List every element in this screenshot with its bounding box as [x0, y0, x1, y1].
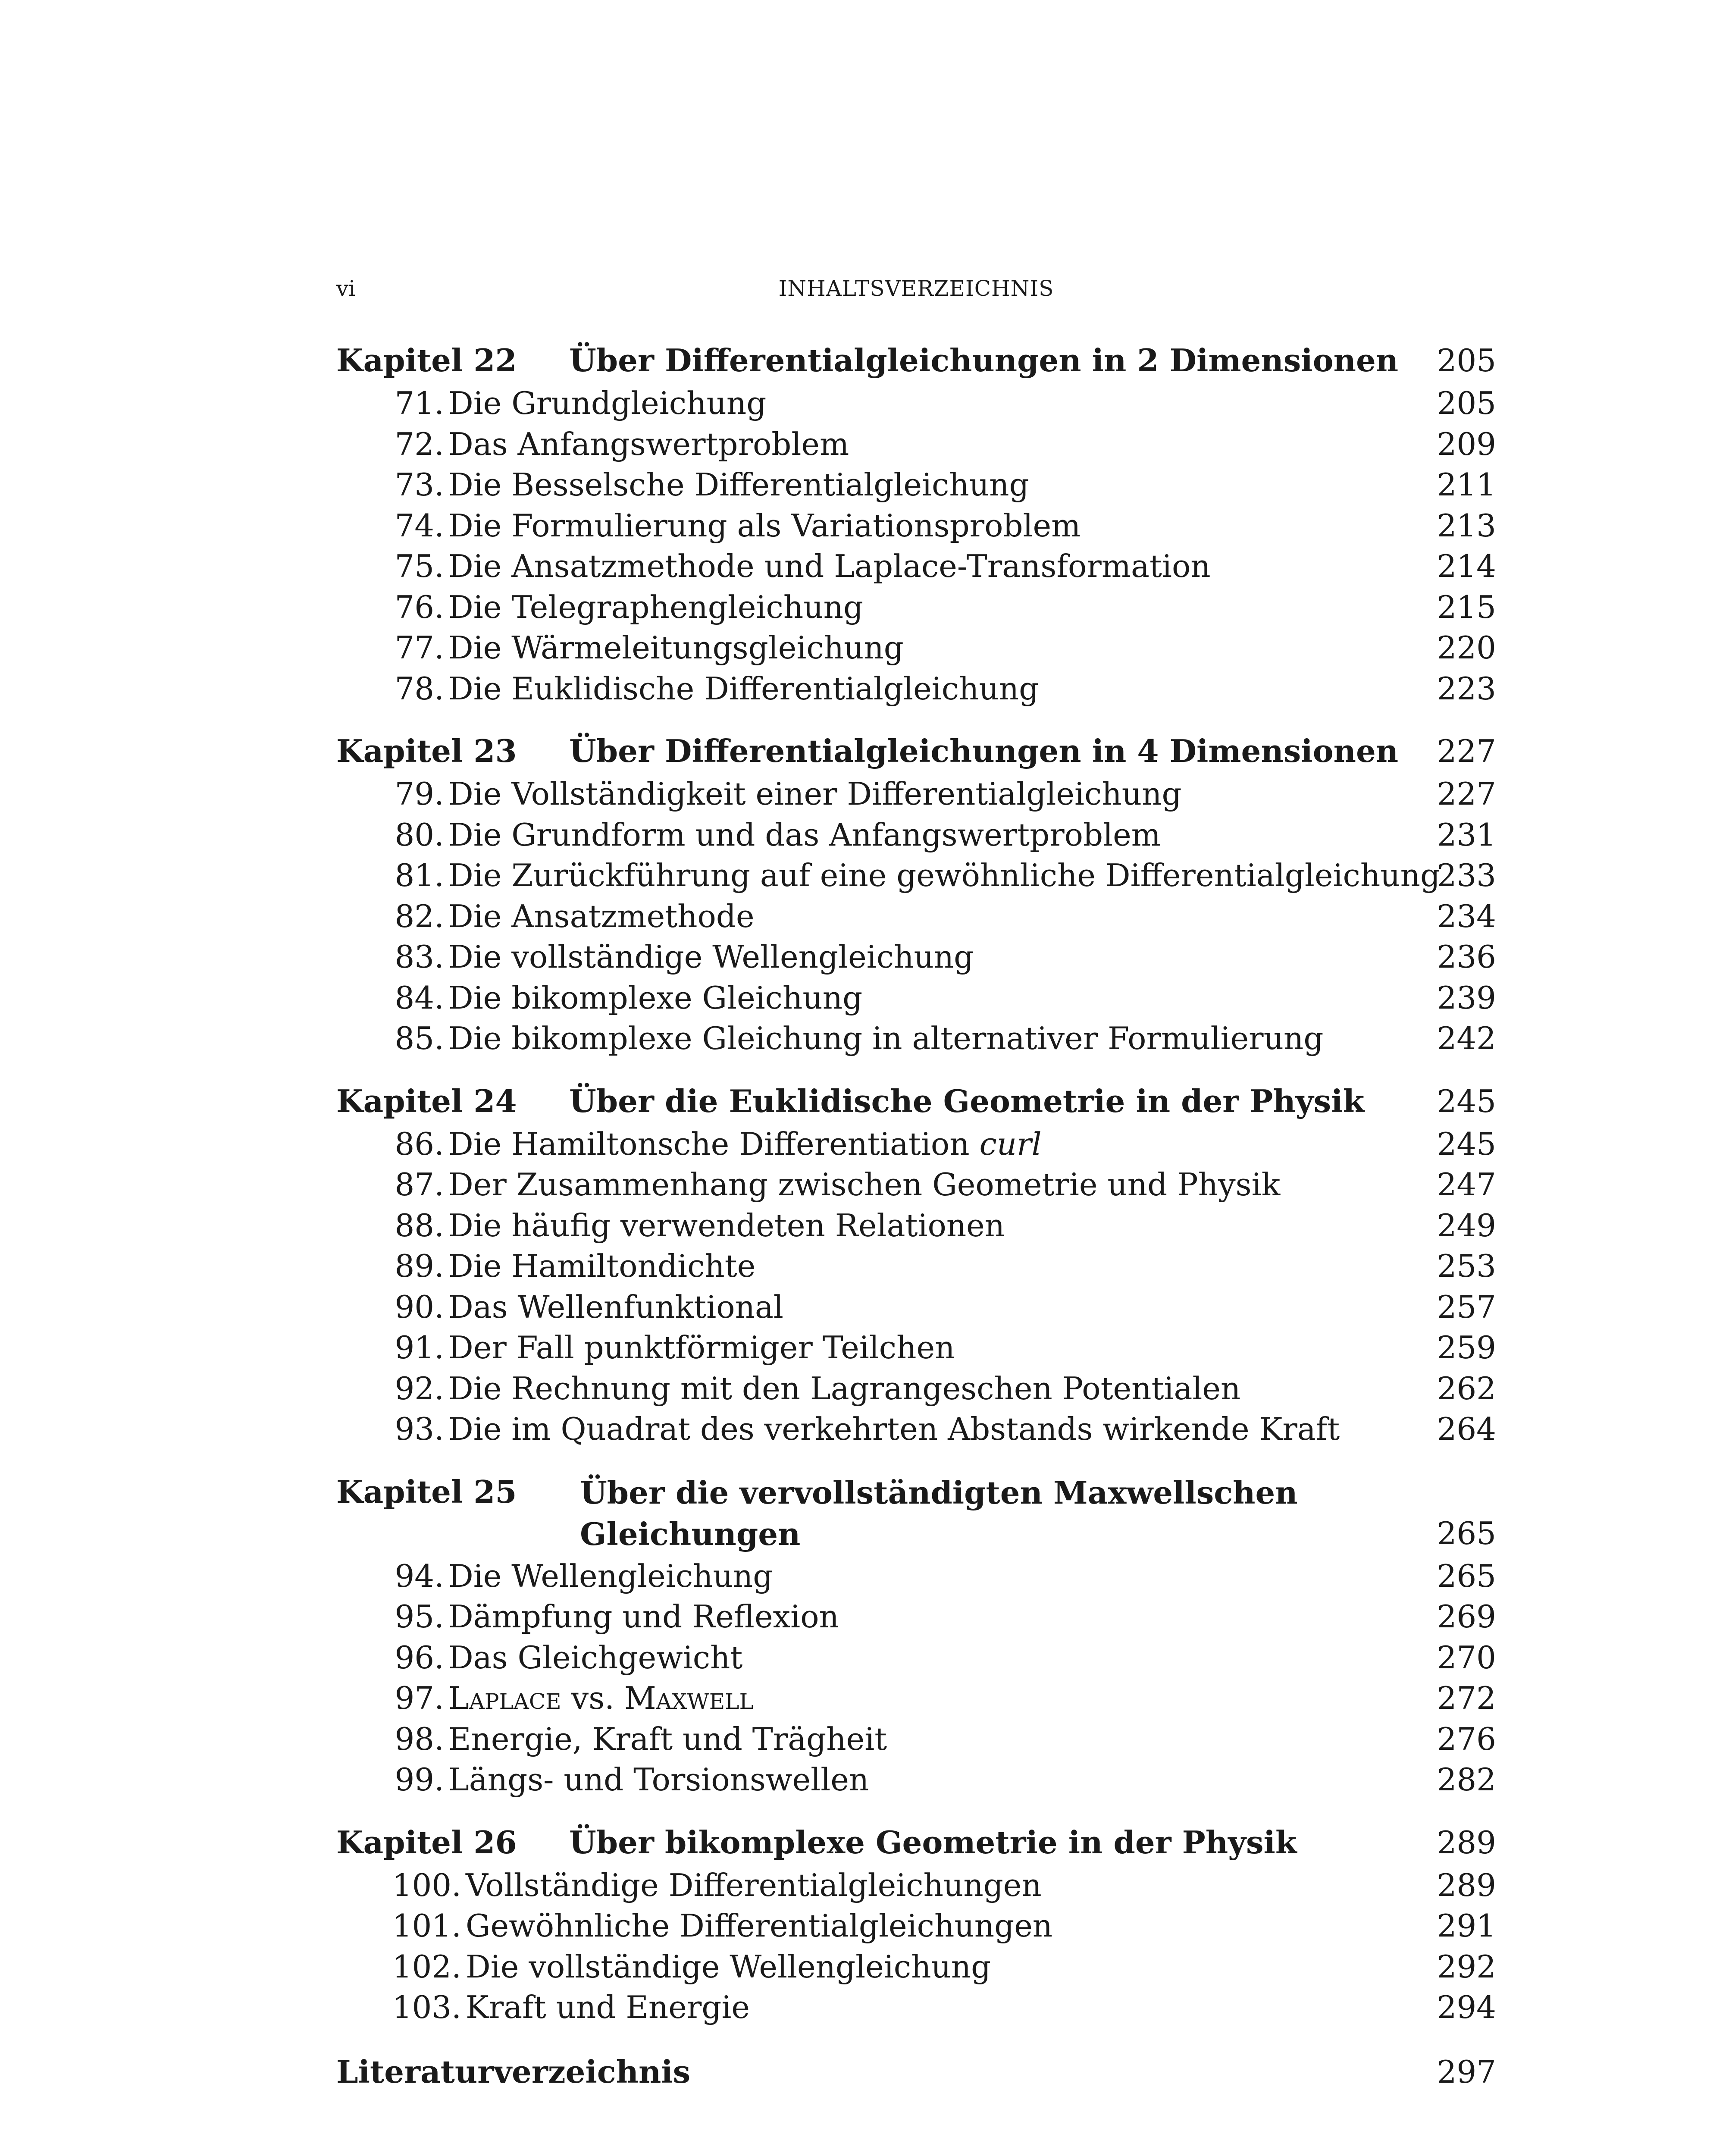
section-page: 215 — [1437, 589, 1496, 625]
chapter-heading — [336, 341, 1496, 380]
section-number: 91. — [395, 1329, 444, 1366]
section-entry — [336, 1368, 1496, 1409]
section-entry — [336, 1205, 1496, 1246]
section-entry — [336, 546, 1496, 587]
section-number: 80. — [395, 816, 444, 853]
section-page: 259 — [1437, 1329, 1496, 1366]
section-page: 247 — [1437, 1166, 1496, 1203]
section-number: 83. — [395, 939, 444, 975]
name-maxwell: Maxwell — [624, 1680, 754, 1716]
section-number: 71. — [395, 385, 444, 421]
section-number: 84. — [395, 979, 444, 1016]
chapter-label: Kapitel 24 — [336, 1082, 517, 1119]
section-number: 97. — [395, 1680, 444, 1716]
section-page: 265 — [1437, 1557, 1496, 1594]
section-number: 98. — [395, 1720, 444, 1757]
section-entry — [336, 1164, 1496, 1205]
section-page: 211 — [1437, 467, 1496, 503]
section-entry — [336, 855, 1496, 896]
page — [336, 0, 1496, 2156]
section-number: 89. — [395, 1248, 444, 1284]
section-title-text: Die Hamiltonsche Differentiation — [448, 1125, 970, 1162]
section-title: Der Zusammenhang zwischen Geometrie und Physik — [448, 1166, 1281, 1203]
section-number: 92. — [395, 1370, 444, 1407]
section-number: 73. — [395, 467, 444, 503]
chapter-title — [580, 1472, 1356, 1555]
section-title: Die Besselsche Differentialgleichung — [448, 467, 1029, 503]
chapter-page: 265 — [1437, 1515, 1496, 1551]
section-number: 77. — [395, 630, 444, 666]
section-entry — [336, 627, 1496, 668]
chapter-page: 227 — [1437, 733, 1496, 769]
section-page: 270 — [1437, 1639, 1496, 1676]
section-page: 205 — [1437, 385, 1496, 421]
section-title: Kraft und Energie — [466, 1989, 750, 2025]
section-page: 223 — [1437, 670, 1496, 707]
bibliography-entry — [336, 2052, 1496, 2092]
section-number: 79. — [395, 776, 444, 812]
section-title: Die Telegraphengleichung — [448, 589, 864, 625]
section-entry — [336, 1905, 1496, 1946]
section-entry — [336, 978, 1496, 1018]
section-list — [336, 1124, 1496, 1450]
section-entry — [336, 1987, 1496, 2028]
section-page: 234 — [1437, 898, 1496, 934]
section-entry — [336, 896, 1496, 937]
section-number: 88. — [395, 1207, 444, 1244]
section-number: 99. — [395, 1761, 444, 1798]
section-page: 294 — [1437, 1989, 1496, 2025]
chapter-title: Über Differentialgleichungen in 4 Dimensionen — [569, 733, 1399, 769]
section-title: Die Euklidische Differentialgleichung — [448, 670, 1039, 707]
section-entry — [336, 1719, 1496, 1760]
running-header — [336, 276, 1496, 306]
section-entry — [336, 815, 1496, 856]
section-number: 72. — [395, 426, 444, 462]
section-title — [448, 1678, 754, 1719]
section-list — [336, 383, 1496, 709]
section-number: 96. — [395, 1639, 444, 1676]
section-entry — [336, 1556, 1496, 1597]
chapter-label: Kapitel 25 — [336, 1473, 517, 1510]
section-number: 75. — [395, 548, 444, 584]
section-entry — [336, 1018, 1496, 1059]
running-title: INHALTSVERZEICHNIS — [778, 276, 1054, 301]
section-number: 74. — [395, 507, 444, 544]
section-number: 76. — [395, 589, 444, 625]
section-list — [336, 1556, 1496, 1800]
section-page: 249 — [1437, 1207, 1496, 1244]
chapter-page: 245 — [1437, 1083, 1496, 1119]
bibliography-title: Literaturverzeichnis — [336, 2053, 691, 2090]
section-title: Das Gleichgewicht — [448, 1639, 743, 1676]
section-number: 90. — [395, 1288, 444, 1325]
section-entry — [336, 383, 1496, 424]
section-entry — [336, 505, 1496, 546]
section-entry — [336, 937, 1496, 978]
section-title: Die bikomplexe Gleichung in alternativer Formulierung — [448, 1020, 1324, 1056]
versus-text: vs. — [571, 1680, 615, 1716]
section-title: Vollständige Differentialgleichungen — [466, 1867, 1042, 1903]
chapter-page: 205 — [1437, 342, 1496, 379]
section-title: Die Grundgleichung — [448, 385, 767, 421]
section-entry — [336, 464, 1496, 505]
section-title: Dämpfung und Reflexion — [448, 1598, 839, 1635]
section-page: 262 — [1437, 1370, 1496, 1407]
section-number: 102. — [392, 1948, 461, 1985]
chapter-title: Über bikomplexe Geometrie in der Physik — [569, 1824, 1297, 1861]
section-entry — [336, 668, 1496, 709]
section-title: Die Zurückführung auf eine gewöhnliche Differentialgleichung — [448, 857, 1441, 893]
section-entry — [336, 1865, 1496, 1906]
section-title: Die Rechnung mit den Lagrangeschen Potentialen — [448, 1370, 1241, 1407]
section-title: Die vollständige Wellengleichung — [448, 939, 974, 975]
section-title: Die bikomplexe Gleichung — [448, 979, 863, 1016]
chapter-label: Kapitel 26 — [336, 1824, 517, 1861]
section-number: 100. — [392, 1867, 461, 1903]
curl-symbol: curl — [979, 1125, 1042, 1162]
section-title: Energie, Kraft und Trägheit — [448, 1720, 887, 1757]
chapter-title: Über die Euklidische Geometrie in der Physik — [569, 1082, 1365, 1119]
section-list — [336, 1865, 1496, 2028]
section-page: 282 — [1437, 1761, 1496, 1798]
bibliography-page: 297 — [1437, 2053, 1496, 2090]
section-title: Die Wärmeleitungsgleichung — [448, 630, 904, 666]
section-title: Die Ansatzmethode und Laplace-Transformation — [448, 548, 1211, 584]
section-title: Das Wellenfunktional — [448, 1288, 783, 1325]
chapter-heading — [336, 1823, 1496, 1862]
section-title: Längs- und Torsionswellen — [448, 1761, 869, 1798]
name-laplace: Laplace — [448, 1680, 561, 1716]
chapter-title: Über Differentialgleichungen in 2 Dimensionen — [569, 342, 1399, 379]
section-title: Die häufig verwendeten Relationen — [448, 1207, 1005, 1244]
section-title: Die Ansatzmethode — [448, 898, 755, 934]
section-entry — [336, 1246, 1496, 1287]
section-title: Die vollständige Wellengleichung — [466, 1948, 991, 1985]
section-page: 292 — [1437, 1948, 1496, 1985]
section-entry — [336, 1596, 1496, 1637]
section-title: Die Wellengleichung — [448, 1557, 773, 1594]
section-page: 291 — [1437, 1908, 1496, 1944]
chapter-label: Kapitel 22 — [336, 342, 517, 379]
section-number: 93. — [395, 1411, 444, 1447]
section-entry — [336, 587, 1496, 628]
section-entry — [336, 1124, 1496, 1165]
section-title: Die Hamiltondichte — [448, 1248, 756, 1284]
section-page: 214 — [1437, 548, 1496, 584]
section-page: 213 — [1437, 507, 1496, 544]
section-page: 227 — [1437, 776, 1496, 812]
chapter-title-line2: Gleichungen — [580, 1515, 801, 1552]
section-entry — [336, 1637, 1496, 1678]
section-entry — [336, 774, 1496, 815]
section-number: 81. — [395, 857, 444, 893]
table-of-contents — [336, 341, 1496, 2092]
section-page: 264 — [1437, 1411, 1496, 1447]
section-page: 220 — [1437, 630, 1496, 666]
section-number: 95. — [395, 1598, 444, 1635]
section-title: Die im Quadrat des verkehrten Abstands wirkende Kraft — [448, 1411, 1340, 1447]
section-entry — [336, 1287, 1496, 1328]
section-page: 272 — [1437, 1680, 1496, 1716]
chapter-heading — [336, 1081, 1496, 1121]
chapter-label: Kapitel 23 — [336, 733, 517, 769]
section-entry — [336, 1409, 1496, 1450]
section-title: Die Formulierung als Variationsproblem — [448, 507, 1081, 544]
section-page: 245 — [1437, 1125, 1496, 1162]
section-entry — [336, 1678, 1496, 1719]
section-entry — [336, 1759, 1496, 1800]
section-title: Die Vollständigkeit einer Differentialgleichung — [448, 776, 1182, 812]
section-number: 85. — [395, 1020, 444, 1056]
section-number: 82. — [395, 898, 444, 934]
chapter-title-line1: Über die vervollständigten Maxwellschen — [580, 1474, 1298, 1511]
section-page: 276 — [1437, 1720, 1496, 1757]
section-title: Das Anfangswertproblem — [448, 426, 849, 462]
section-page: 233 — [1437, 857, 1496, 893]
section-title — [448, 1124, 1042, 1165]
chapter-heading — [336, 731, 1496, 771]
section-number: 103. — [392, 1989, 461, 2025]
section-page: 289 — [1437, 1867, 1496, 1903]
section-page: 209 — [1437, 426, 1496, 462]
section-page: 253 — [1437, 1248, 1496, 1284]
section-page: 269 — [1437, 1598, 1496, 1635]
section-title: Der Fall punktförmiger Teilchen — [448, 1329, 955, 1366]
section-page: 257 — [1437, 1288, 1496, 1325]
page-number: vi — [336, 276, 356, 301]
section-entry — [336, 1327, 1496, 1368]
section-title: Die Grundform und das Anfangswertproblem — [448, 816, 1161, 853]
section-number: 101. — [392, 1908, 461, 1944]
section-entry — [336, 1946, 1496, 1987]
chapter-heading — [336, 1472, 1496, 1553]
section-page: 242 — [1437, 1020, 1496, 1056]
section-page: 239 — [1437, 979, 1496, 1016]
section-number: 94. — [395, 1557, 444, 1594]
section-number: 87. — [395, 1166, 444, 1203]
section-entry — [336, 424, 1496, 465]
section-number: 78. — [395, 670, 444, 707]
section-list — [336, 774, 1496, 1059]
chapter-page: 289 — [1437, 1824, 1496, 1861]
section-page: 236 — [1437, 939, 1496, 975]
section-page: 231 — [1437, 816, 1496, 853]
section-title: Gewöhnliche Differentialgleichungen — [466, 1908, 1053, 1944]
section-number: 86. — [395, 1125, 444, 1162]
